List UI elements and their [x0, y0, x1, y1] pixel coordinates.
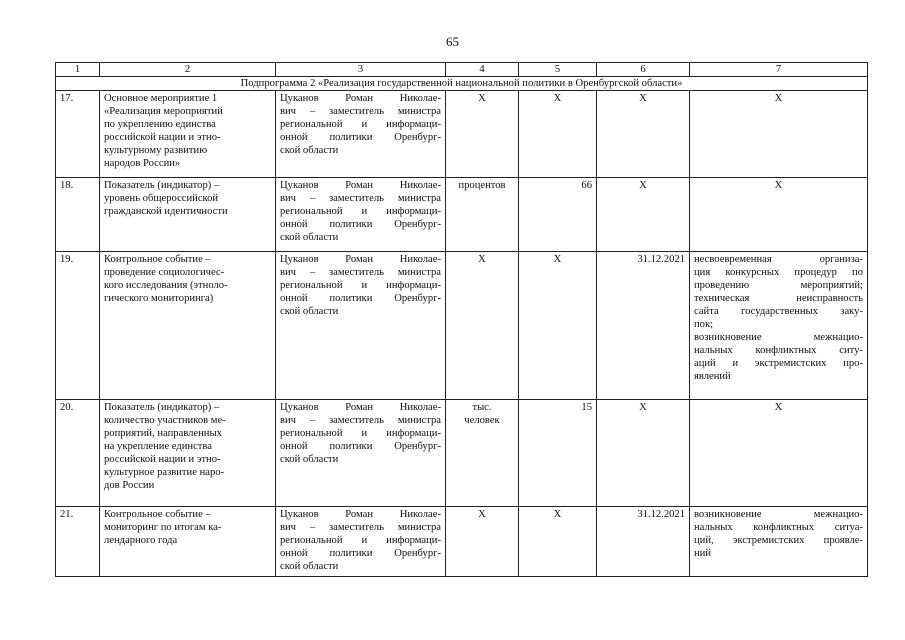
risk-description — [690, 178, 868, 252]
risk-description — [690, 91, 868, 178]
responsible-person-line: Цуканов Роман Николае- — [280, 402, 441, 413]
activity-name-line: культурное развитие наро- — [104, 467, 225, 478]
responsible-person-line: Цуканов Роман Николае- — [280, 180, 441, 191]
responsible-person-line: ской области — [280, 561, 339, 572]
risk-description-line: X — [774, 93, 783, 104]
risk-description-line: ций, экстремистских проявле- — [694, 535, 863, 546]
column-number: 5 — [519, 63, 597, 77]
activity-name-line: народов России» — [104, 158, 181, 169]
activity-name-line: проведение социологичес- — [104, 267, 225, 278]
responsible-person-line: онной политики Оренбург- — [280, 548, 441, 559]
responsible-person-line: вич – заместитель министра — [280, 522, 441, 533]
activity-name — [100, 400, 276, 507]
responsible-person — [276, 178, 446, 252]
table-row — [56, 91, 868, 178]
responsible-person-line: онной политики Оренбург- — [280, 441, 441, 452]
responsible-person-line: онной политики Оренбург- — [280, 132, 441, 143]
activity-name-line: дов России — [104, 480, 155, 491]
risk-description-line: ция конкурсных процедур по — [694, 267, 863, 278]
completion-date: 31.12.2021 — [597, 252, 690, 400]
table-row — [56, 252, 868, 400]
activity-name — [100, 178, 276, 252]
responsible-person-line: вич – заместитель министра — [280, 193, 441, 204]
column-number: 1 — [56, 63, 100, 77]
subprogram-title: Подпрограмма 2 «Реализация государственной национальной политики в Оренбургской области» — [56, 77, 868, 91]
responsible-person-line: онной политики Оренбург- — [280, 219, 441, 230]
responsible-person — [276, 91, 446, 178]
activity-name-line: кого исследования (этноло- — [104, 280, 228, 291]
risk-description-line: проведению мероприятий; — [694, 280, 863, 291]
table-row — [56, 178, 868, 252]
risk-description-line: X — [774, 402, 783, 413]
column-number: 7 — [690, 63, 868, 77]
risk-description-line: аций и экстремистских про- — [694, 358, 863, 369]
activity-name — [100, 91, 276, 178]
risk-description-line: нальных конфликтных ситуа- — [694, 522, 863, 533]
risk-description — [690, 507, 868, 577]
activity-name-line: российской нации и этно- — [104, 132, 221, 143]
responsible-person-line: региональной и информаци- — [280, 280, 441, 291]
activity-name — [100, 507, 276, 577]
activity-name-line: Контрольное событие – — [104, 254, 211, 265]
subprogram-row — [56, 77, 868, 91]
activity-name-line: Основное мероприятие 1 — [104, 93, 218, 104]
risk-description-line: возникновение межнацио- — [694, 509, 863, 520]
column-number-row — [56, 63, 868, 77]
risk-description — [690, 400, 868, 507]
responsible-person-line: Цуканов Роман Николае- — [280, 254, 441, 265]
activity-name-line: количество участников ме- — [104, 415, 226, 426]
activity-name-line: по укреплению единства — [104, 119, 216, 130]
responsible-person-line: вич – заместитель министра — [280, 267, 441, 278]
risk-description-line: возникновение межнацио- — [694, 332, 863, 343]
completion-date: X — [597, 91, 690, 178]
completion-date: X — [597, 178, 690, 252]
page-number: 65 — [446, 34, 459, 49]
risk-description-line: техническая неисправность — [694, 293, 863, 304]
table-row — [56, 507, 868, 577]
target-value: X — [519, 252, 597, 400]
responsible-person — [276, 252, 446, 400]
table-row — [56, 400, 868, 507]
activity-name-line: мониторинг по итогам ка- — [104, 522, 222, 533]
activity-name-line: лендарного года — [104, 535, 178, 546]
row-number: 17. — [56, 91, 100, 178]
completion-date: 31.12.2021 — [597, 507, 690, 577]
activity-name-line: Показатель (индикатор) – — [104, 180, 220, 191]
program-table — [55, 62, 868, 577]
risk-description-line: явлений — [694, 371, 731, 382]
activity-name-line: гражданской идентичности — [104, 206, 228, 217]
responsible-person — [276, 400, 446, 507]
unit-of-measure: процентов — [446, 178, 519, 252]
row-number: 21. — [56, 507, 100, 577]
responsible-person-line: вич – заместитель министра — [280, 106, 441, 117]
column-number: 4 — [446, 63, 519, 77]
unit-of-measure — [446, 400, 519, 507]
target-value: 66 — [519, 178, 597, 252]
activity-name-line: на укрепление единства — [104, 441, 212, 452]
activity-name-line: культурному развитию — [104, 145, 208, 156]
risk-description — [690, 252, 868, 400]
responsible-person-line: региональной и информаци- — [280, 206, 441, 217]
responsible-person-line: вич – заместитель министра — [280, 415, 441, 426]
risk-description-line: пок; — [694, 319, 714, 330]
column-number: 6 — [597, 63, 690, 77]
responsible-person-line: ской области — [280, 145, 339, 156]
row-number: 18. — [56, 178, 100, 252]
risk-description-line: X — [774, 180, 783, 191]
activity-name-line: российской нации и этно- — [104, 454, 221, 465]
risk-description-line: нальных конфликтных ситу- — [694, 345, 863, 356]
activity-name-line: «Реализация мероприятий — [104, 106, 223, 117]
target-value: X — [519, 91, 597, 178]
row-number: 19. — [56, 252, 100, 400]
unit-of-measure: X — [446, 252, 519, 400]
activity-name-line: гического мониторинга) — [104, 293, 214, 304]
responsible-person-line: ской области — [280, 454, 339, 465]
risk-description-line: несвоевременная организа- — [694, 254, 863, 265]
completion-date: X — [597, 400, 690, 507]
responsible-person-line: региональной и информаци- — [280, 119, 441, 130]
row-number: 20. — [56, 400, 100, 507]
responsible-person — [276, 507, 446, 577]
responsible-person-line: онной политики Оренбург- — [280, 293, 441, 304]
column-number: 3 — [276, 63, 446, 77]
responsible-person-line: региональной и информаци- — [280, 428, 441, 439]
responsible-person-line: ской области — [280, 232, 339, 243]
activity-name — [100, 252, 276, 400]
unit-of-measure-line: тыс. — [472, 402, 492, 413]
responsible-person-line: ской области — [280, 306, 339, 317]
column-number: 2 — [100, 63, 276, 77]
target-value: X — [519, 507, 597, 577]
target-value: 15 — [519, 400, 597, 507]
activity-name-line: уровень общероссийской — [104, 193, 219, 204]
unit-of-measure: X — [446, 91, 519, 178]
activity-name-line: Показатель (индикатор) – — [104, 402, 220, 413]
responsible-person-line: Цуканов Роман Николае- — [280, 93, 441, 104]
activity-name-line: Контрольное событие – — [104, 509, 211, 520]
responsible-person-line: Цуканов Роман Николае- — [280, 509, 441, 520]
unit-of-measure: X — [446, 507, 519, 577]
responsible-person-line: региональной и информаци- — [280, 535, 441, 546]
unit-of-measure-line: человек — [464, 415, 500, 426]
risk-description-line: ний — [694, 548, 712, 559]
activity-name-line: роприятий, направленных — [104, 428, 222, 439]
risk-description-line: сайта государственных заку- — [694, 306, 863, 317]
